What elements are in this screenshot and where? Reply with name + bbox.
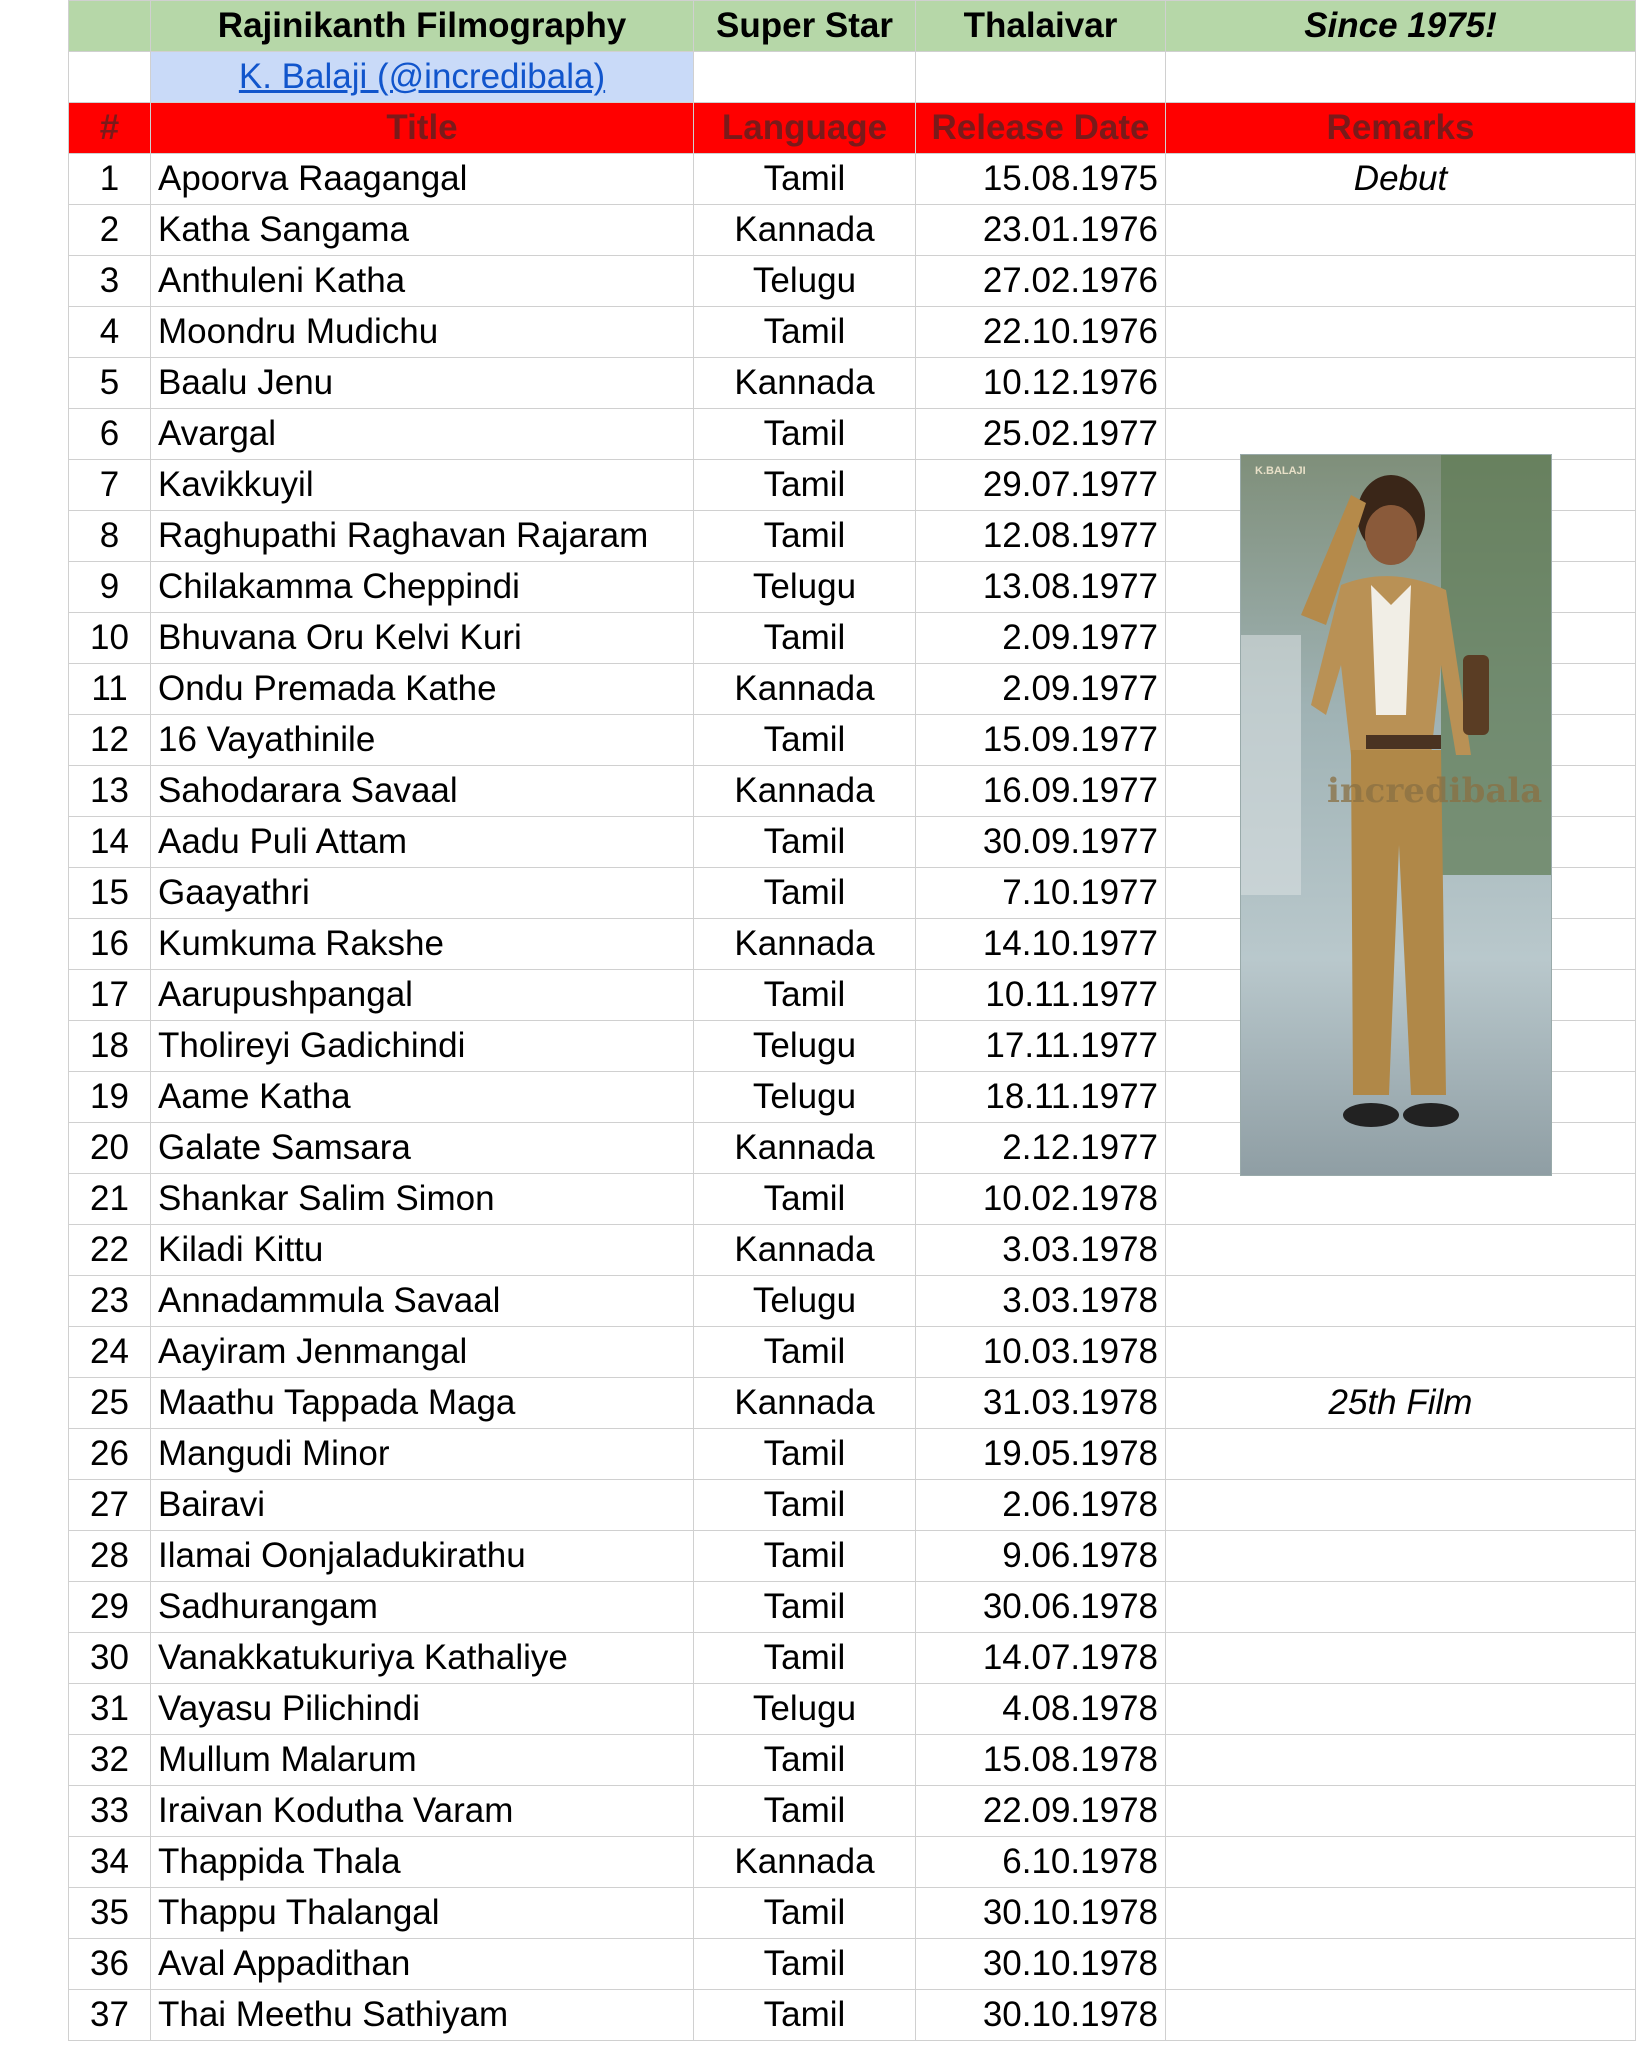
row-number-cell[interactable]: 2 xyxy=(69,205,151,256)
row-number-cell[interactable]: 19 xyxy=(69,1072,151,1123)
row-number-cell[interactable]: 9 xyxy=(69,562,151,613)
credit-blank-cell[interactable] xyxy=(69,52,151,103)
release-date-cell[interactable]: 17.11.1977 xyxy=(916,1021,1166,1072)
row-number-cell[interactable]: 25 xyxy=(69,1378,151,1429)
release-date-cell[interactable]: 10.03.1978 xyxy=(916,1327,1166,1378)
release-date-cell[interactable]: 12.08.1977 xyxy=(916,511,1166,562)
row-number-cell[interactable]: 13 xyxy=(69,766,151,817)
table-row xyxy=(69,1225,1636,1276)
table-row xyxy=(69,205,1636,256)
row-number-cell[interactable]: 20 xyxy=(69,1123,151,1174)
title-cell[interactable]: Aayiram Jenmangal xyxy=(151,1327,694,1378)
release-date-cell[interactable]: 29.07.1977 xyxy=(916,460,1166,511)
language-cell[interactable]: Tamil xyxy=(694,1582,916,1633)
release-date-cell[interactable]: 7.10.1977 xyxy=(916,868,1166,919)
remarks-cell[interactable] xyxy=(1166,358,1636,409)
release-date-cell[interactable]: 30.06.1978 xyxy=(916,1582,1166,1633)
title-cell[interactable]: Chilakamma Cheppindi xyxy=(151,562,694,613)
language-cell[interactable]: Tamil xyxy=(694,1786,916,1837)
header-language[interactable]: Language xyxy=(694,103,916,154)
title-cell[interactable]: Ilamai Oonjaladukirathu xyxy=(151,1531,694,1582)
language-cell[interactable]: Telugu xyxy=(694,1684,916,1735)
title-cell[interactable]: Sahodarara Savaal xyxy=(151,766,694,817)
title-cell[interactable]: Apoorva Raagangal xyxy=(151,154,694,205)
credit-link[interactable]: K. Balaji (@incredibala) xyxy=(238,57,606,96)
title-cell[interactable]: Ondu Premada Kathe xyxy=(151,664,694,715)
release-date-cell[interactable]: 3.03.1978 xyxy=(916,1276,1166,1327)
remarks-cell[interactable] xyxy=(1166,1480,1636,1531)
title-cell[interactable]: Galate Samsara xyxy=(151,1123,694,1174)
remarks-cell[interactable] xyxy=(1166,1429,1636,1480)
remarks-cell[interactable] xyxy=(1166,1939,1636,1990)
language-cell[interactable]: Kannada xyxy=(694,664,916,715)
row-number-cell[interactable]: 27 xyxy=(69,1480,151,1531)
title-cell[interactable]: Raghupathi Raghavan Rajaram xyxy=(151,511,694,562)
release-date-cell[interactable]: 30.10.1978 xyxy=(916,1888,1166,1939)
release-date-cell[interactable]: 22.09.1978 xyxy=(916,1786,1166,1837)
banner-blank-cell[interactable] xyxy=(69,1,151,52)
title-cell[interactable]: Aval Appadithan xyxy=(151,1939,694,1990)
credit-empty-cell[interactable] xyxy=(694,52,916,103)
table-row xyxy=(69,1531,1636,1582)
row-number-cell[interactable]: 34 xyxy=(69,1837,151,1888)
release-date-cell[interactable]: 18.11.1977 xyxy=(916,1072,1166,1123)
title-cell[interactable]: Maathu Tappada Maga xyxy=(151,1378,694,1429)
row-number-cell[interactable]: 35 xyxy=(69,1888,151,1939)
language-cell[interactable]: Kannada xyxy=(694,1225,916,1276)
banner-row xyxy=(69,1,1636,52)
title-cell[interactable]: Tholireyi Gadichindi xyxy=(151,1021,694,1072)
release-date-cell[interactable]: 10.02.1978 xyxy=(916,1174,1166,1225)
title-cell[interactable]: Kavikkuyil xyxy=(151,460,694,511)
row-number-cell[interactable]: 6 xyxy=(69,409,151,460)
release-date-cell[interactable]: 25.02.1977 xyxy=(916,409,1166,460)
remarks-cell[interactable] xyxy=(1166,1327,1636,1378)
title-cell[interactable]: Annadammula Savaal xyxy=(151,1276,694,1327)
language-cell[interactable]: Tamil xyxy=(694,715,916,766)
table-row xyxy=(69,1939,1636,1990)
language-cell[interactable]: Tamil xyxy=(694,1531,916,1582)
row-number-cell[interactable]: 22 xyxy=(69,1225,151,1276)
row-number-cell[interactable]: 33 xyxy=(69,1786,151,1837)
release-date-cell[interactable]: 19.05.1978 xyxy=(916,1429,1166,1480)
row-number-cell[interactable]: 30 xyxy=(69,1633,151,1684)
release-date-cell[interactable]: 9.06.1978 xyxy=(916,1531,1166,1582)
title-cell[interactable]: Shankar Salim Simon xyxy=(151,1174,694,1225)
language-cell[interactable]: Kannada xyxy=(694,358,916,409)
language-cell[interactable]: Kannada xyxy=(694,766,916,817)
release-date-cell[interactable]: 15.08.1975 xyxy=(916,154,1166,205)
title-cell[interactable]: Sadhurangam xyxy=(151,1582,694,1633)
remarks-cell[interactable] xyxy=(1166,1531,1636,1582)
row-number-cell[interactable]: 3 xyxy=(69,256,151,307)
language-cell[interactable]: Tamil xyxy=(694,409,916,460)
language-cell[interactable]: Kannada xyxy=(694,205,916,256)
release-date-cell[interactable]: 16.09.1977 xyxy=(916,766,1166,817)
release-date-cell[interactable]: 15.08.1978 xyxy=(916,1735,1166,1786)
language-cell[interactable]: Telugu xyxy=(694,562,916,613)
remarks-cell[interactable] xyxy=(1166,307,1636,358)
release-date-cell[interactable]: 3.03.1978 xyxy=(916,1225,1166,1276)
row-number-cell[interactable]: 12 xyxy=(69,715,151,766)
title-cell[interactable]: 16 Vayathinile xyxy=(151,715,694,766)
row-number-cell[interactable]: 29 xyxy=(69,1582,151,1633)
credit-empty-cell[interactable] xyxy=(916,52,1166,103)
language-cell[interactable]: Tamil xyxy=(694,1327,916,1378)
title-cell[interactable]: Vayasu Pilichindi xyxy=(151,1684,694,1735)
language-cell[interactable]: Tamil xyxy=(694,1429,916,1480)
release-date-cell[interactable]: 23.01.1976 xyxy=(916,205,1166,256)
title-cell[interactable]: Bairavi xyxy=(151,1480,694,1531)
row-number-cell[interactable]: 32 xyxy=(69,1735,151,1786)
row-number-cell[interactable]: 28 xyxy=(69,1531,151,1582)
remarks-cell[interactable] xyxy=(1166,256,1636,307)
release-date-cell[interactable]: 30.10.1978 xyxy=(916,1990,1166,2041)
title-cell[interactable]: Kumkuma Rakshe xyxy=(151,919,694,970)
table-row xyxy=(69,1888,1636,1939)
language-cell[interactable]: Tamil xyxy=(694,307,916,358)
credit-empty-cell[interactable] xyxy=(1166,52,1636,103)
language-cell[interactable]: Tamil xyxy=(694,1939,916,1990)
release-date-cell[interactable]: 22.10.1976 xyxy=(916,307,1166,358)
language-cell[interactable]: Tamil xyxy=(694,1888,916,1939)
table-row xyxy=(69,1429,1636,1480)
title-cell[interactable]: Aarupushpangal xyxy=(151,970,694,1021)
language-cell[interactable]: Kannada xyxy=(694,1378,916,1429)
header-remarks[interactable]: Remarks xyxy=(1166,103,1636,154)
remarks-cell[interactable] xyxy=(1166,1837,1636,1888)
row-number-cell[interactable]: 31 xyxy=(69,1684,151,1735)
row-number-cell[interactable]: 15 xyxy=(69,868,151,919)
table-row xyxy=(69,1786,1636,1837)
poster-image xyxy=(1241,455,1551,1175)
table-row xyxy=(69,1684,1636,1735)
release-date-cell[interactable]: 2.09.1977 xyxy=(916,613,1166,664)
remarks-cell[interactable] xyxy=(1166,1276,1636,1327)
table-row xyxy=(69,1837,1636,1888)
remarks-cell[interactable] xyxy=(1166,205,1636,256)
title-cell[interactable]: Iraivan Kodutha Varam xyxy=(151,1786,694,1837)
language-cell[interactable]: Tamil xyxy=(694,613,916,664)
language-cell[interactable]: Tamil xyxy=(694,1990,916,2041)
table-row xyxy=(69,1276,1636,1327)
table-row xyxy=(69,1735,1636,1786)
release-date-cell[interactable]: 27.02.1976 xyxy=(916,256,1166,307)
release-date-cell[interactable]: 6.10.1978 xyxy=(916,1837,1166,1888)
table-row xyxy=(69,307,1636,358)
language-cell[interactable]: Tamil xyxy=(694,868,916,919)
remarks-cell[interactable] xyxy=(1166,1684,1636,1735)
remarks-cell[interactable] xyxy=(1166,1735,1636,1786)
title-cell[interactable]: Kiladi Kittu xyxy=(151,1225,694,1276)
language-cell[interactable]: Tamil xyxy=(694,511,916,562)
language-cell[interactable]: Tamil xyxy=(694,1480,916,1531)
language-cell[interactable]: Tamil xyxy=(694,970,916,1021)
language-cell[interactable]: Tamil xyxy=(694,460,916,511)
remarks-cell[interactable]: 25th Film xyxy=(1166,1378,1636,1429)
poster-watermark: incredibala xyxy=(1327,771,1543,811)
banner-since[interactable]: Since 1975! xyxy=(1166,1,1636,52)
language-cell[interactable]: Kannada xyxy=(694,1123,916,1174)
remarks-cell[interactable] xyxy=(1166,1174,1636,1225)
release-date-cell[interactable]: 10.12.1976 xyxy=(916,358,1166,409)
language-cell[interactable]: Tamil xyxy=(694,154,916,205)
table-row xyxy=(69,1990,1636,2041)
language-cell[interactable]: Telugu xyxy=(694,1072,916,1123)
banner-thalaivar[interactable]: Thalaivar xyxy=(916,1,1166,52)
row-number-cell[interactable]: 11 xyxy=(69,664,151,715)
row-number-cell[interactable]: 26 xyxy=(69,1429,151,1480)
release-date-cell[interactable]: 10.11.1977 xyxy=(916,970,1166,1021)
remarks-cell[interactable] xyxy=(1166,1633,1636,1684)
release-date-cell[interactable]: 14.07.1978 xyxy=(916,1633,1166,1684)
row-number-cell[interactable]: 5 xyxy=(69,358,151,409)
language-cell[interactable]: Tamil xyxy=(694,1174,916,1225)
release-date-cell[interactable]: 4.08.1978 xyxy=(916,1684,1166,1735)
release-date-cell[interactable]: 14.10.1977 xyxy=(916,919,1166,970)
language-cell[interactable]: Tamil xyxy=(694,1633,916,1684)
row-number-cell[interactable]: 18 xyxy=(69,1021,151,1072)
table-row xyxy=(69,358,1636,409)
remarks-cell[interactable] xyxy=(1166,1225,1636,1276)
language-cell[interactable]: Kannada xyxy=(694,919,916,970)
release-date-cell[interactable]: 15.09.1977 xyxy=(916,715,1166,766)
row-number-cell[interactable]: 21 xyxy=(69,1174,151,1225)
credit-cell[interactable] xyxy=(151,52,694,103)
table-row xyxy=(69,154,1636,205)
row-number-cell[interactable]: 36 xyxy=(69,1939,151,1990)
title-cell[interactable]: Bhuvana Oru Kelvi Kuri xyxy=(151,613,694,664)
row-number-cell[interactable]: 23 xyxy=(69,1276,151,1327)
column-header-row xyxy=(69,103,1636,154)
credit-row xyxy=(69,52,1636,103)
language-cell[interactable]: Telugu xyxy=(694,1276,916,1327)
header-release-date[interactable]: Release Date xyxy=(916,103,1166,154)
release-date-cell[interactable]: 2.09.1977 xyxy=(916,664,1166,715)
row-number-cell[interactable]: 10 xyxy=(69,613,151,664)
table-row xyxy=(69,409,1636,460)
banner-super-star[interactable]: Super Star xyxy=(694,1,916,52)
table-row xyxy=(69,1378,1636,1429)
title-cell[interactable]: Gaayathri xyxy=(151,868,694,919)
language-cell[interactable]: Tamil xyxy=(694,817,916,868)
release-date-cell[interactable]: 2.06.1978 xyxy=(916,1480,1166,1531)
title-cell[interactable]: Thai Meethu Sathiyam xyxy=(151,1990,694,2041)
row-number-cell[interactable]: 4 xyxy=(69,307,151,358)
remarks-cell[interactable] xyxy=(1166,1888,1636,1939)
title-cell[interactable]: Avargal xyxy=(151,409,694,460)
title-cell[interactable]: Baalu Jenu xyxy=(151,358,694,409)
title-cell[interactable]: Katha Sangama xyxy=(151,205,694,256)
row-number-cell[interactable]: 16 xyxy=(69,919,151,970)
header-number[interactable]: # xyxy=(69,103,151,154)
sheet-title[interactable]: Rajinikanth Filmography xyxy=(151,1,694,52)
row-number-cell[interactable]: 8 xyxy=(69,511,151,562)
poster-photo[interactable] xyxy=(1240,454,1552,1176)
row-number-cell[interactable]: 17 xyxy=(69,970,151,1021)
language-cell[interactable]: Tamil xyxy=(694,1735,916,1786)
title-cell[interactable]: Thappida Thala xyxy=(151,1837,694,1888)
release-date-cell[interactable]: 13.08.1977 xyxy=(916,562,1166,613)
release-date-cell[interactable]: 2.12.1977 xyxy=(916,1123,1166,1174)
title-cell[interactable]: Aame Katha xyxy=(151,1072,694,1123)
title-cell[interactable]: Mangudi Minor xyxy=(151,1429,694,1480)
row-number-cell[interactable]: 37 xyxy=(69,1990,151,2041)
row-number-cell[interactable]: 24 xyxy=(69,1327,151,1378)
table-row xyxy=(69,1174,1636,1225)
title-cell[interactable]: Aadu Puli Attam xyxy=(151,817,694,868)
title-cell[interactable]: Mullum Malarum xyxy=(151,1735,694,1786)
title-cell[interactable]: Thappu Thalangal xyxy=(151,1888,694,1939)
poster-corner-text: K.BALAJI xyxy=(1255,465,1306,477)
row-number-cell[interactable]: 1 xyxy=(69,154,151,205)
header-title[interactable]: Title xyxy=(151,103,694,154)
remarks-cell[interactable] xyxy=(1166,1582,1636,1633)
language-cell[interactable]: Telugu xyxy=(694,256,916,307)
release-date-cell[interactable]: 31.03.1978 xyxy=(916,1378,1166,1429)
row-number-cell[interactable]: 7 xyxy=(69,460,151,511)
remarks-cell[interactable] xyxy=(1166,1990,1636,2041)
title-cell[interactable]: Anthuleni Katha xyxy=(151,256,694,307)
language-cell[interactable]: Kannada xyxy=(694,1837,916,1888)
release-date-cell[interactable]: 30.09.1977 xyxy=(916,817,1166,868)
table-row xyxy=(69,256,1636,307)
release-date-cell[interactable]: 30.10.1978 xyxy=(916,1939,1166,1990)
table-row xyxy=(69,1582,1636,1633)
table-row xyxy=(69,1480,1636,1531)
table-row xyxy=(69,1633,1636,1684)
row-number-cell[interactable]: 14 xyxy=(69,817,151,868)
remarks-cell[interactable] xyxy=(1166,409,1636,460)
table-row xyxy=(69,1327,1636,1378)
language-cell[interactable]: Telugu xyxy=(694,1021,916,1072)
title-cell[interactable]: Moondru Mudichu xyxy=(151,307,694,358)
remarks-cell[interactable]: Debut xyxy=(1166,154,1636,205)
title-cell[interactable]: Vanakkatukuriya Kathaliye xyxy=(151,1633,694,1684)
remarks-cell[interactable] xyxy=(1166,1786,1636,1837)
